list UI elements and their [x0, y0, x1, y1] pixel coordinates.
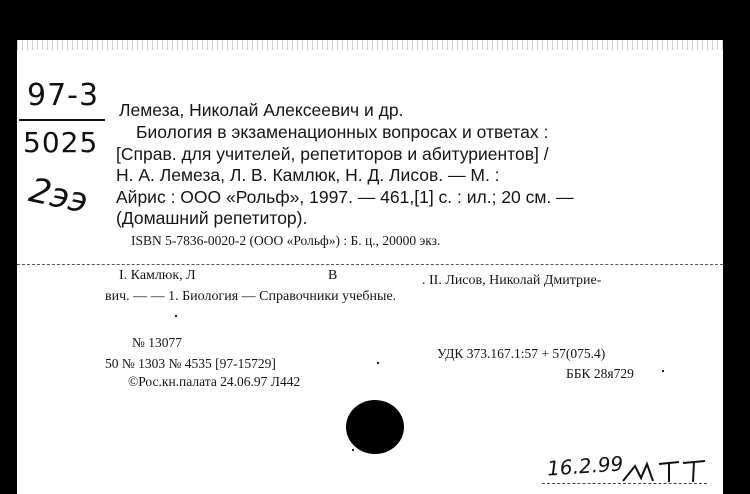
handwritten-bottom-date: 16.2.99	[546, 451, 625, 481]
isbn-line: ISBN 5-7836-0020-2 (ООО «Рольф») : Б. ц., 20000 экз.	[131, 233, 441, 248]
catalog-card	[17, 40, 723, 494]
udk-code: УДК 373.167.1:57 + 57(075.4)	[437, 346, 606, 361]
punch-hole	[346, 400, 404, 454]
ink-speck	[352, 449, 354, 451]
body-line: [Справ. для учителей, репетиторов и абитуриентов] /	[116, 143, 549, 164]
tracing-line-1-part-b: В	[328, 268, 338, 283]
tracing-line-1-part-a: I. Камлюк, Л	[119, 268, 196, 283]
body-line: (Домашний репетитор).	[116, 208, 308, 228]
bottom-note-underline	[542, 483, 707, 485]
record-heading: Лемеза, Николай Алексеевич и др.	[119, 100, 404, 120]
ink-speck	[662, 370, 664, 372]
body-line: Айрис : ООО «Рольф», 1997. — 461,[1] с. : ил.; 20 см. —	[116, 186, 574, 207]
record-body	[116, 122, 716, 230]
handwritten-shelf-top: 97-3	[27, 78, 100, 113]
record-number: № 13077	[132, 335, 183, 350]
body-line: Н. А. Лемеза, Л. В. Камлюк, Н. Д. Лисов. — М. :	[116, 165, 500, 185]
ink-speck	[377, 362, 379, 364]
tracing-line-2: вич. — — 1. Биология — Справочники учебные.	[105, 289, 397, 304]
body-line: Биология в экзаменационных вопросах и ответах :	[136, 122, 549, 142]
bbk-code: ББК 28я729	[566, 366, 634, 381]
book-chamber-line: ©Рос.кн.палата 24.06.97 Л442	[128, 374, 301, 389]
handwritten-margin-note: 2ээ	[25, 170, 92, 222]
shelf-mark-divider	[19, 119, 105, 121]
record-ids: 50 № 1303 № 4535 [97-15729]	[105, 356, 276, 371]
handwritten-shelf-bottom: 5025	[23, 126, 99, 159]
card-divider	[17, 264, 723, 266]
ink-speck	[175, 315, 177, 317]
tracing-line-1-part-c: . II. Лисов, Николай Дмитрие-	[422, 273, 602, 288]
